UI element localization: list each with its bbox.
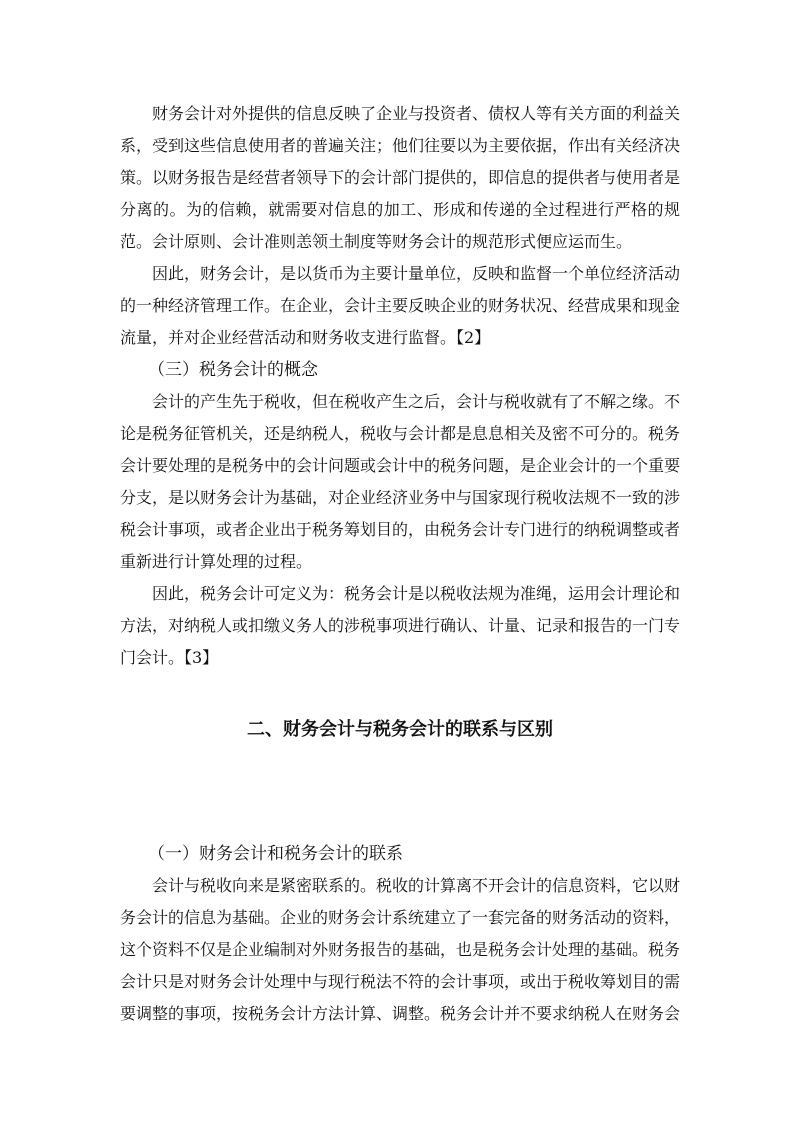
paragraph: 财务会计对外提供的信息反映了企业与投资者、债权人等有关方面的利益关系，受到这些信息使用者的普遍关注；他们往要以为主要依据，作出有关经济决策。以财务报告是经营者领导下的会计部门提供的，即信息的提供者与使用者是分离的。为的信赖，就需要对信息的加工、形成和传递的全过程进行严格的规范。会计原则、会计准则恙领土制度等财务会计的规范形式便应运而生。 [120, 104, 681, 251]
paragraph: 会计的产生先于税收，但在税收产生之后，会计与税收就有了不解之缘。不论是税务征管机关，还是纳税人，税收与会计都是息息相关及密不可分的。税务会计要处理的是税务中的会计问题或会计中的税务问题，是企业会计的一个重要分支，是以财务会计为基础，对企业经济业务中与国家现行税收法规不一致的涉税会计事项，或者企业出于税务筹划目的，由税务会计专门进行的纳税调整或者重新进行计算处理的过程。 [120, 392, 681, 571]
paragraph: 会计与税收向来是紧密联系的。税收的计算离不开会计的信息资料，它以财务会计的信息为基础。企业的财务会计系统建立了一套完备的财务活动的资料，这个资料不仅是企业编制对外财务报告的基础，也是税务会计处理的基础。税务会计只是对财务会计处理中与现行税法不符的会计事项，或出于税收筹划目的需要调整的事项，按税务会计方法计算、调整。税务会计并不要求纳税人在财务会 [120, 876, 681, 1023]
paragraph: 因此，税务会计可定义为：税务会计是以税收法规为准绳，运用会计理论和方法，对纳税人或扣缴义务人的涉税事项进行确认、计量、记录和报告的一门专门会计。【3】 [120, 584, 681, 667]
section-title: 二、财务会计与税务会计的联系与区别 [247, 719, 553, 740]
paragraph: 因此，财务会计，是以货币为主要计量单位，反映和监督一个单位经济活动的一种经济管理工作。在企业，会计主要反映企业的财务状况、经营成果和现金流量，并对企业经营活动和财务收支进行监督。【2】 [120, 264, 681, 347]
subsection-title: （三）税务会计的概念 [148, 360, 318, 380]
subsection-title: （一）财务会计和税务会计的联系 [148, 844, 403, 864]
